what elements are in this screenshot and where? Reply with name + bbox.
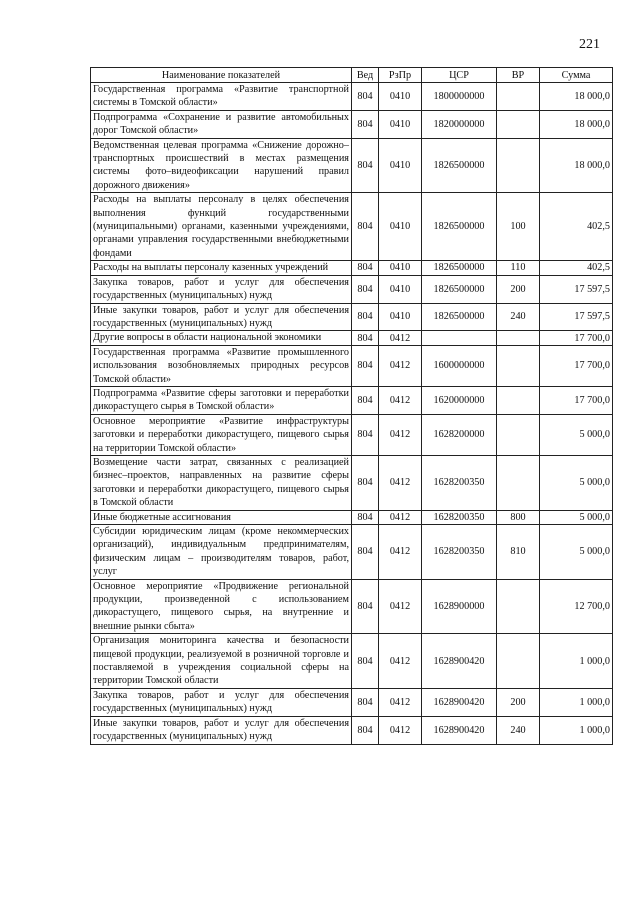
table-row [91, 138, 613, 193]
cell-ved: 804 [352, 634, 379, 689]
cell-rzpr: 0410 [379, 261, 422, 275]
cell-csr: 1628900420 [422, 634, 497, 689]
cell-name: Ведомственная целевая программа «Снижение дорожно–транспортных происшествий в местах размещения системы фото–видеофиксации нарушений правил дорожного движения» [91, 138, 352, 193]
cell-ved: 804 [352, 716, 379, 744]
cell-sum: 5 000,0 [540, 525, 613, 580]
cell-vr: 240 [497, 303, 540, 331]
cell-csr: 1800000000 [422, 83, 497, 111]
cell-vr [497, 414, 540, 455]
cell-rzpr: 0410 [379, 138, 422, 193]
cell-ved: 804 [352, 386, 379, 414]
cell-sum: 1 000,0 [540, 688, 613, 716]
cell-sum: 18 000,0 [540, 110, 613, 138]
cell-csr: 1628200350 [422, 510, 497, 524]
cell-csr: 1628900420 [422, 716, 497, 744]
table-row [91, 688, 613, 716]
cell-name: Другие вопросы в области национальной экономики [91, 331, 352, 345]
table-row [91, 455, 613, 510]
cell-name: Основное мероприятие «Продвижение региональной продукции, произведенной с использованием дикорастущего, пищевого сырья, на внутренние и внешние рынки сбыта» [91, 579, 352, 634]
cell-sum: 5 000,0 [540, 510, 613, 524]
cell-rzpr: 0412 [379, 579, 422, 634]
cell-sum: 1 000,0 [540, 634, 613, 689]
cell-rzpr: 0412 [379, 716, 422, 744]
cell-name: Подпрограмма «Сохранение и развитие автомобильных дорог Томской области» [91, 110, 352, 138]
cell-vr [497, 83, 540, 111]
cell-ved: 804 [352, 579, 379, 634]
cell-vr [497, 579, 540, 634]
cell-csr [422, 331, 497, 345]
header-vr: ВР [497, 68, 540, 83]
cell-sum: 17 700,0 [540, 331, 613, 345]
cell-sum: 18 000,0 [540, 83, 613, 111]
page-number: 221 [579, 37, 600, 52]
cell-vr: 800 [497, 510, 540, 524]
cell-ved: 804 [352, 83, 379, 111]
cell-vr [497, 138, 540, 193]
cell-rzpr: 0412 [379, 414, 422, 455]
cell-ved: 804 [352, 138, 379, 193]
cell-csr: 1826500000 [422, 261, 497, 275]
header-rzpr: РзПр [379, 68, 422, 83]
cell-sum: 5 000,0 [540, 414, 613, 455]
cell-sum: 402,5 [540, 193, 613, 261]
table-row [91, 193, 613, 261]
cell-csr: 1826500000 [422, 303, 497, 331]
cell-rzpr: 0410 [379, 303, 422, 331]
cell-rzpr: 0412 [379, 634, 422, 689]
table-row [91, 525, 613, 580]
cell-csr: 1628900000 [422, 579, 497, 634]
cell-name: Закупка товаров, работ и услуг для обеспечения государственных (муниципальных) нужд [91, 275, 352, 303]
cell-name: Организация мониторинга качества и безопасности пищевой продукции, реализуемой в розничной торговле и поставляемой в учреждения социальной сферы на территории Томской области [91, 634, 352, 689]
cell-rzpr: 0410 [379, 110, 422, 138]
cell-name: Субсидии юридическим лицам (кроме некоммерческих организаций), индивидуальным предпринимателям, физическим лицам – производителям товаров, работ, услуг [91, 525, 352, 580]
cell-vr: 810 [497, 525, 540, 580]
cell-ved: 804 [352, 525, 379, 580]
cell-rzpr: 0412 [379, 510, 422, 524]
cell-vr: 110 [497, 261, 540, 275]
cell-sum: 17 597,5 [540, 275, 613, 303]
cell-name: Иные бюджетные ассигнования [91, 510, 352, 524]
table-row [91, 386, 613, 414]
cell-name: Государственная программа «Развитие промышленного использования возобновляемых природных ресурсов Томской области» [91, 345, 352, 386]
table-header [91, 68, 613, 83]
cell-name: Возмещение части затрат, связанных с реализацией бизнес–проектов, направленных на развитие сферы заготовки и переработки дикорастущего, пищевого сырья в Томской области [91, 455, 352, 510]
cell-vr: 240 [497, 716, 540, 744]
cell-rzpr: 0410 [379, 275, 422, 303]
cell-ved: 804 [352, 414, 379, 455]
cell-sum: 17 700,0 [540, 386, 613, 414]
cell-rzpr: 0412 [379, 386, 422, 414]
table-row [91, 579, 613, 634]
cell-ved: 804 [352, 275, 379, 303]
header-row [91, 68, 613, 83]
cell-vr: 200 [497, 275, 540, 303]
cell-ved: 804 [352, 331, 379, 345]
cell-csr: 1628900420 [422, 688, 497, 716]
cell-ved: 804 [352, 110, 379, 138]
cell-csr: 1628200000 [422, 414, 497, 455]
cell-name: Закупка товаров, работ и услуг для обеспечения государственных (муниципальных) нужд [91, 688, 352, 716]
cell-vr [497, 331, 540, 345]
cell-ved: 804 [352, 303, 379, 331]
budget-table [90, 67, 613, 745]
cell-vr [497, 634, 540, 689]
cell-csr: 1826500000 [422, 193, 497, 261]
cell-name: Расходы на выплаты персоналу в целях обеспечения выполнения функций государственными (муниципальными) органами, казенными учреждениями, органами управления государственными внебюджетными фондами [91, 193, 352, 261]
cell-rzpr: 0412 [379, 345, 422, 386]
header-name: Наименование показателей [91, 68, 352, 83]
table-row [91, 345, 613, 386]
cell-vr: 100 [497, 193, 540, 261]
cell-rzpr: 0410 [379, 193, 422, 261]
cell-ved: 804 [352, 688, 379, 716]
cell-csr: 1620000000 [422, 386, 497, 414]
table-row [91, 634, 613, 689]
cell-ved: 804 [352, 510, 379, 524]
cell-rzpr: 0412 [379, 455, 422, 510]
table-row [91, 331, 613, 345]
cell-rzpr: 0412 [379, 688, 422, 716]
cell-name: Подпрограмма «Развитие сферы заготовки и переработки дикорастущего сырья в Томской области» [91, 386, 352, 414]
cell-sum: 1 000,0 [540, 716, 613, 744]
header-ved: Вед [352, 68, 379, 83]
cell-name: Государственная программа «Развитие транспортной системы в Томской области» [91, 83, 352, 111]
table-row [91, 110, 613, 138]
cell-vr [497, 386, 540, 414]
cell-name: Иные закупки товаров, работ и услуг для обеспечения государственных (муниципальных) нужд [91, 716, 352, 744]
cell-csr: 1826500000 [422, 275, 497, 303]
cell-sum: 18 000,0 [540, 138, 613, 193]
header-sum: Сумма [540, 68, 613, 83]
table-row [91, 275, 613, 303]
cell-csr: 1628200350 [422, 525, 497, 580]
cell-sum: 12 700,0 [540, 579, 613, 634]
cell-name: Основное мероприятие «Развитие инфраструктуры заготовки и переработки дикорастущего, пищевого сырья на территории Томской области» [91, 414, 352, 455]
header-csr: ЦСР [422, 68, 497, 83]
cell-ved: 804 [352, 193, 379, 261]
cell-sum: 17 700,0 [540, 345, 613, 386]
table-row [91, 414, 613, 455]
cell-csr: 1628200350 [422, 455, 497, 510]
table-row [91, 510, 613, 524]
table-row [91, 261, 613, 275]
table-row [91, 83, 613, 111]
table-row [91, 303, 613, 331]
cell-ved: 804 [352, 345, 379, 386]
cell-csr: 1820000000 [422, 110, 497, 138]
cell-sum: 402,5 [540, 261, 613, 275]
cell-csr: 1600000000 [422, 345, 497, 386]
cell-vr [497, 110, 540, 138]
cell-vr [497, 455, 540, 510]
cell-ved: 804 [352, 261, 379, 275]
table-row [91, 716, 613, 744]
cell-rzpr: 0410 [379, 83, 422, 111]
cell-sum: 17 597,5 [540, 303, 613, 331]
cell-name: Иные закупки товаров, работ и услуг для обеспечения государственных (муниципальных) нужд [91, 303, 352, 331]
cell-sum: 5 000,0 [540, 455, 613, 510]
cell-vr: 200 [497, 688, 540, 716]
cell-name: Расходы на выплаты персоналу казенных учреждений [91, 261, 352, 275]
table-body [91, 83, 613, 745]
cell-csr: 1826500000 [422, 138, 497, 193]
cell-rzpr: 0412 [379, 331, 422, 345]
cell-ved: 804 [352, 455, 379, 510]
cell-vr [497, 345, 540, 386]
cell-rzpr: 0412 [379, 525, 422, 580]
